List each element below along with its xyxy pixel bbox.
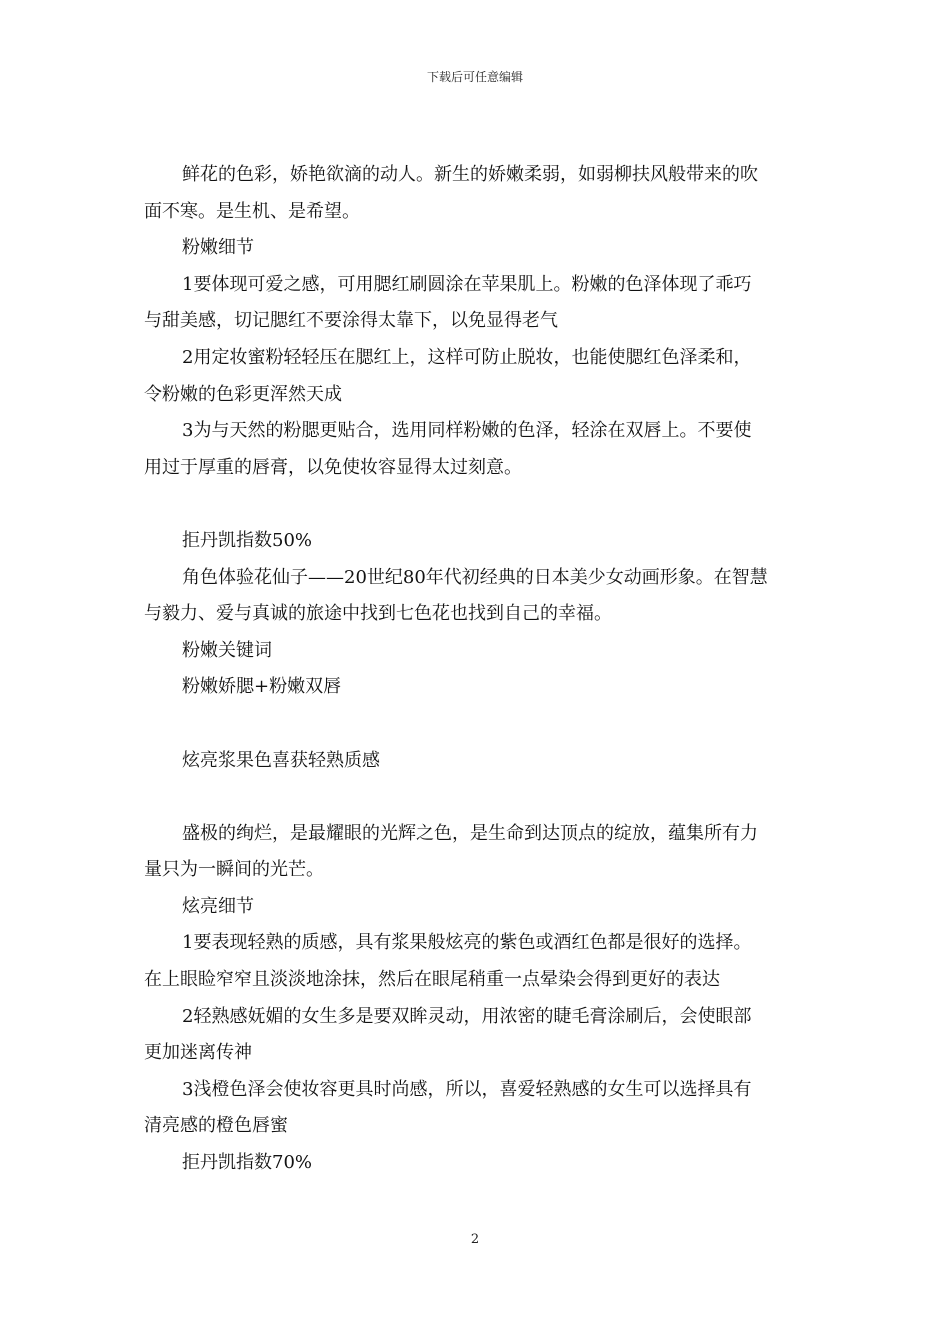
paragraph-line: 与毅力、爱与真诚的旅途中找到七色花也找到自己的幸福。 (144, 603, 612, 625)
blank-line (144, 706, 810, 743)
paragraph-line: 鲜花的色彩，娇艳欲滴的动人。新生的娇嫩柔弱，如弱柳扶风般带来的吹 (182, 164, 758, 185)
section-heading: 粉嫩细节 (182, 237, 254, 259)
page-number: 2 (470, 1232, 480, 1247)
section-heading: 拒丹凯指数70% (182, 1152, 313, 1174)
paragraph-line: 在上眼睑窄窄且淡淡地涂抹，然后在眼尾稍重一点晕染会得到更好的表达 (144, 969, 720, 991)
paragraph-line: 粉嫩娇腮+粉嫩双唇 (182, 676, 342, 698)
paragraph-line: 1要表现轻熟的质感，具有浆果般炫亮的紫色或酒红色都是很好的选择。 (182, 932, 752, 954)
paragraph-line: 更加迷离传神 (144, 1042, 252, 1064)
paragraph-line: 盛极的绚烂，是最耀眼的光辉之色，是生命到达顶点的绽放，蕴集所有力 (182, 822, 758, 844)
paragraph-line: 量只为一瞬间的光芒。 (144, 859, 324, 881)
paragraph-line: 面不寒。是生机、是希望。 (144, 200, 360, 222)
paragraph-line: 2用定妆蜜粉轻轻压在腮红上，这样可防止脱妆，也能使腮红色泽柔和， (182, 346, 752, 368)
blank-line (144, 486, 810, 523)
section-heading: 粉嫩关键词 (182, 639, 272, 661)
section-title: 炫亮浆果色喜获轻熟质感 (182, 749, 380, 771)
paragraph-line: 用过于厚重的唇膏，以免使妆容显得太过刻意。 (144, 456, 522, 478)
paragraph-line: 清亮感的橙色唇蜜 (144, 1115, 288, 1137)
paragraph-line: 1要体现可爱之感，可用腮红刷圆涂在苹果肌上。粉嫩的色泽体现了乖巧 (182, 273, 752, 295)
paragraph-line: 与甜美感，切记腮红不要涂得太靠下，以免显得老气 (144, 310, 558, 332)
paragraph-line: 2轻熟感妩媚的女生多是要双眸灵动，用浓密的睫毛膏涂刷后，会使眼部 (182, 1005, 752, 1027)
page-header: 下载后可任意编辑 (426, 70, 523, 84)
paragraph-line: 3为与天然的粉腮更贴合，选用同样粉嫩的色泽，轻涂在双唇上。不要使 (182, 420, 752, 442)
section-heading: 拒丹凯指数50% (182, 529, 313, 551)
section-heading: 炫亮细节 (182, 895, 254, 917)
paragraph-line: 3浅橙色泽会使妆容更具时尚感，所以，喜爱轻熟感的女生可以选择具有 (182, 1078, 752, 1100)
paragraph-line: 令粉嫩的色彩更浑然天成 (144, 383, 342, 405)
paragraph-line: 角色体验花仙子——20世纪80年代初经典的日本美少女动画形象。在智慧 (182, 566, 768, 588)
blank-line (144, 779, 810, 816)
document-body (144, 157, 810, 1182)
